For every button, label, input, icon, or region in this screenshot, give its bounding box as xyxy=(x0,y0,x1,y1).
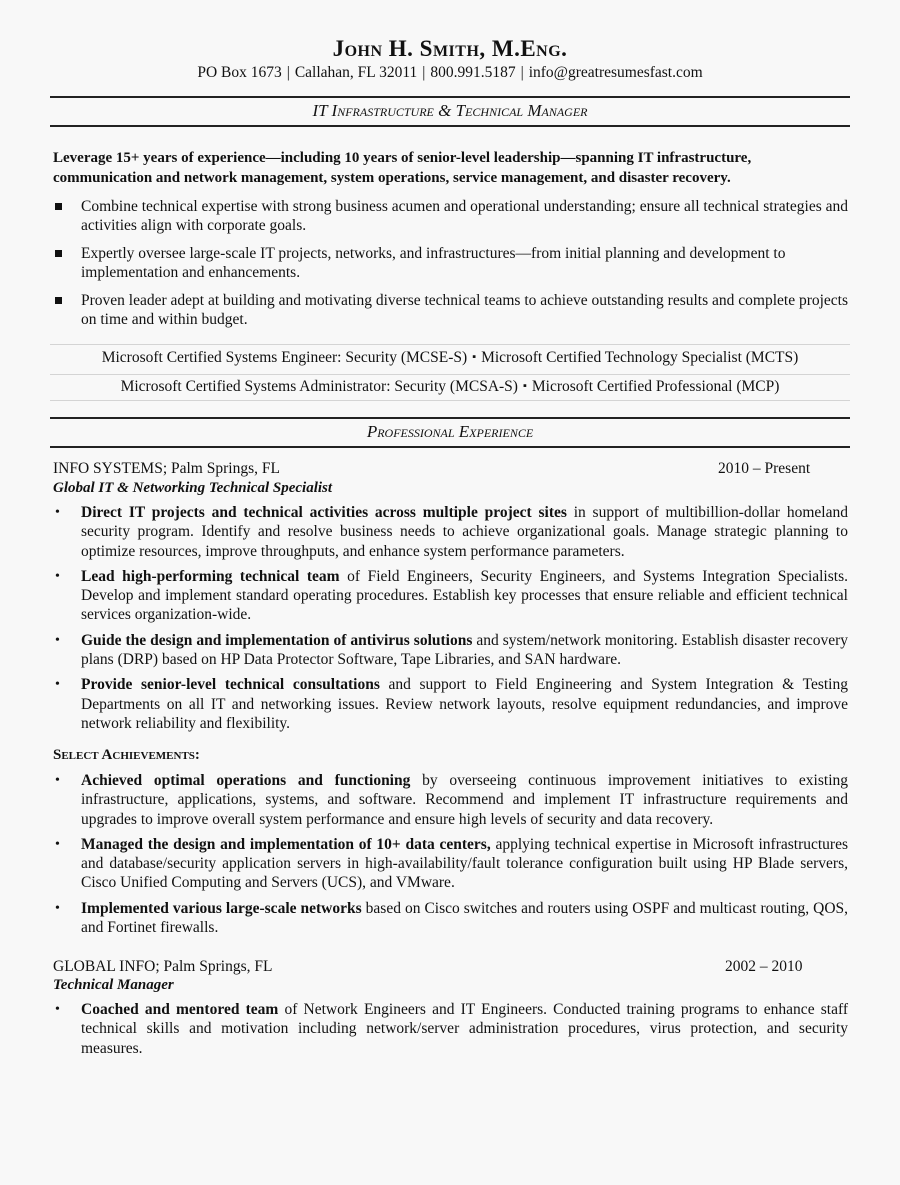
square-bullet-icon xyxy=(55,297,62,304)
list-item: • Provide senior-level technical consultations and support to Field Engineering and System Integration & Testing Departments on all IT and networking issues. Review network layouts, resolve equipment redundancies, and improve network reliability and flexibility. xyxy=(55,676,848,732)
bullet-icon: • xyxy=(55,1002,60,1017)
contact-line xyxy=(0,64,900,82)
experience-rule-top xyxy=(50,417,850,419)
bullet-icon: • xyxy=(55,773,60,788)
cert-mcts: Microsoft Certified Technology Specialist (MCTS) xyxy=(481,349,799,366)
job-employer: INFO SYSTEMS; Palm Springs, FL xyxy=(53,460,280,477)
bullet-icon: • xyxy=(55,505,60,520)
achievements-list xyxy=(53,771,848,943)
job-responsibilities xyxy=(53,1000,848,1064)
cert-separator: ▪ xyxy=(522,380,527,392)
job-dates: 2010 – Present xyxy=(718,460,811,477)
summary-bullets xyxy=(53,197,848,338)
experience-rule-bottom xyxy=(50,446,850,448)
job-title: Global IT & Networking Technical Specialist xyxy=(53,480,333,496)
list-item: • Implemented various large-scale networks based on Cisco switches and routers using OSPF and multicast routing, QOS, and Fortinet firewalls. xyxy=(55,899,849,937)
job-header xyxy=(53,460,848,478)
summary-bullet: Expertly oversee large-scale IT projects, networks, and infrastructures—from initial planning and development to implementation and enhancements. xyxy=(53,244,848,282)
bullet-icon: • xyxy=(55,568,60,584)
job-header xyxy=(53,958,848,976)
summary-statement: Leverage 15+ years of experience—including 10 years of senior-level leadership—spanning IT infrastructure, communication and network management, system operations, service management, and disaster recovery. xyxy=(53,150,752,186)
job-dates: 2002 – 2010 xyxy=(725,958,803,975)
list-item: • Achieved optimal operations and functioning by overseeing continuous improvement initiatives to existing infrastructure, applications, systems, and software. Recommend and implement IT infrastructure requirements and upgrades to improve overall system performance and ensure high levels of security and data recovery. xyxy=(55,772,849,828)
job-title: Technical Manager xyxy=(53,977,174,993)
summary-bullet: Proven leader adept at building and motivating diverse technical teams to achieve outstanding results and complete projects on time and within budget. xyxy=(53,291,848,329)
list-item: • Guide the design and implementation of antivirus solutions and system/network monitoring. Establish disaster recovery plans (DRP) based on HP Data Protector Software, Tape Libraries, and SAN hardware. xyxy=(55,631,848,669)
cert-divider-top xyxy=(50,344,850,345)
contact-separator: | xyxy=(422,64,426,81)
certifications-line-2 xyxy=(0,378,900,396)
cert-divider-bottom xyxy=(50,400,850,401)
certifications-line-1 xyxy=(0,349,900,367)
list-item: • Lead high-performing technical team of Field Engineers, Security Engineers, and Systems Integration Specialists. Develop and implement standard operating procedures. Establish key processes that ensure reliable and efficient technical services organization-wide. xyxy=(55,567,848,624)
list-item: • Direct IT projects and technical activities across multiple project sites in support of multibillion-dollar homeland security program. Identify and resolve business needs to achieve organizational goals. Manage strategic planning to optimize resources, improve throughputs, and enhance system performance parameters. xyxy=(55,504,848,560)
square-bullet-icon xyxy=(55,203,62,210)
bullet-icon: • xyxy=(55,836,60,852)
contact-separator: | xyxy=(520,64,524,81)
contact-separator: | xyxy=(286,64,290,81)
cert-separator: ▪ xyxy=(472,351,477,363)
contact-po-box: PO Box 1673 xyxy=(197,64,282,81)
bullet-icon: • xyxy=(55,900,60,916)
contact-phone: 800.991.5187 xyxy=(430,64,516,81)
professional-title: IT Infrastructure & Technical Manager xyxy=(312,101,588,120)
header-rule-bottom xyxy=(50,125,850,127)
list-item: • Managed the design and implementation of 10+ data centers, applying technical expertise in Microsoft infrastructures and database/security application servers in high-availability/fault tolerance configuration built using HP Blade servers, Cisco Unified Computing and Servers (UCS), and VMware. xyxy=(55,835,848,892)
summary-bullet: Combine technical expertise with strong business acumen and operational understanding; ensure all technical strategies and activities align with corporate goals. xyxy=(53,197,848,235)
header-rule-top xyxy=(50,96,850,98)
achievements-heading: Select Achievements: xyxy=(53,747,200,763)
cert-mcse: Microsoft Certified Systems Engineer: Security (MCSE-S) xyxy=(101,349,468,366)
list-item: • Coached and mentored team of Network Engineers and IT Engineers. Conducted training programs to enhance staff technical skills and motivation including network/server administration procedures, virus protection, and security measures. xyxy=(55,1001,848,1057)
job-responsibilities xyxy=(53,503,848,739)
contact-city: Callahan, FL 32011 xyxy=(294,64,418,81)
job-employer: GLOBAL INFO; Palm Springs, FL xyxy=(53,958,273,975)
cert-divider-mid xyxy=(50,374,850,375)
square-bullet-icon xyxy=(55,250,62,257)
bullet-icon: • xyxy=(55,632,60,648)
bullet-icon: • xyxy=(55,677,60,693)
cert-mcp: Microsoft Certified Professional (MCP) xyxy=(531,378,780,395)
experience-section-title: Professional Experience xyxy=(366,422,534,441)
candidate-name: John H. Smith, M.Eng. xyxy=(332,36,568,61)
cert-mcsa: Microsoft Certified Systems Administrator: Security (MCSA-S) xyxy=(120,378,518,395)
contact-email: info@greatresumesfast.com xyxy=(528,64,703,81)
